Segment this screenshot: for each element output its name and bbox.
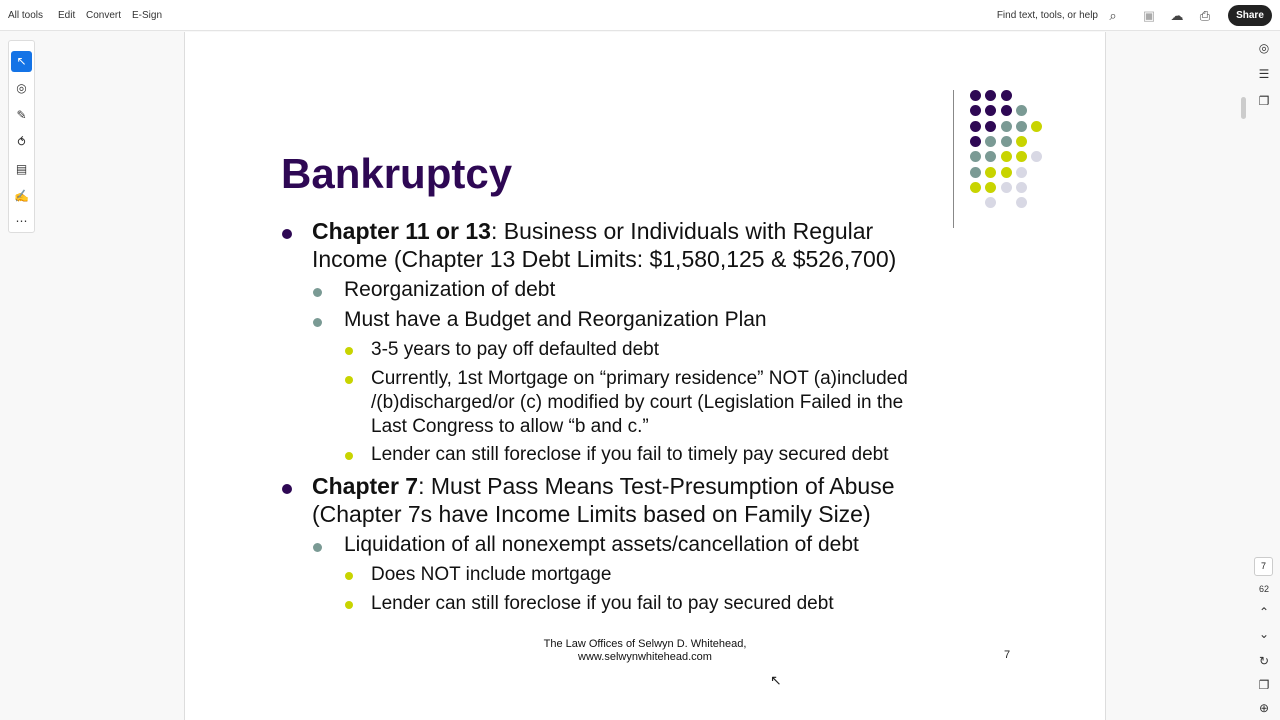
- decorative-dot: [985, 121, 996, 132]
- decorative-dot: [985, 167, 996, 178]
- decorative-dot: [1016, 182, 1027, 193]
- chapter-7-line2: (Chapter 7s have Income Limits based on Family Size): [312, 501, 871, 527]
- chapter-11-text: : Business or Individuals with Regular: [490, 218, 874, 244]
- bullet-icon: [313, 318, 322, 327]
- list-item-cont: Last Congress to allow “b and c.”: [371, 416, 649, 437]
- chapter-11-heading: Chapter 11 or 13: [312, 218, 491, 244]
- chapter-7-heading: Chapter 7: [312, 473, 419, 499]
- decorative-dot: [1031, 121, 1042, 132]
- list-item: Lender can still foreclose if you fail to timely pay secured debt: [371, 444, 889, 465]
- select-icon[interactable]: ↖: [11, 51, 32, 72]
- list-item: Does NOT include mortgage: [371, 564, 612, 585]
- decorative-dot: [1001, 105, 1012, 116]
- quick-tools-panel: [8, 40, 35, 233]
- top-toolbar: [0, 0, 1280, 31]
- bullet-icon: [345, 572, 353, 580]
- decorative-dot: [1016, 105, 1027, 116]
- sign-icon[interactable]: ✍: [14, 189, 29, 203]
- comments-icon[interactable]: ◎: [1258, 41, 1270, 55]
- decorative-dot: [985, 90, 996, 101]
- menu-esign[interactable]: E-Sign: [132, 10, 163, 21]
- list-item-cont: /(b)discharged/or (c) modified by court (Legislation Failed in the: [371, 392, 904, 413]
- decorative-dot: [1016, 197, 1027, 208]
- slide-title: Bankruptcy: [281, 150, 513, 197]
- menu-convert[interactable]: Convert: [86, 10, 122, 21]
- bullet-icon: [345, 347, 353, 355]
- decorative-dot: [970, 136, 981, 147]
- decorative-dot: [985, 151, 996, 162]
- comment-icon[interactable]: ◎: [16, 81, 27, 95]
- decorative-dot: [985, 182, 996, 193]
- bullet-icon: [345, 452, 353, 460]
- pages-icon[interactable]: ❐: [1258, 94, 1270, 108]
- share-button[interactable]: Share: [1228, 5, 1272, 26]
- decorative-dot: [985, 105, 996, 116]
- menu-all-tools[interactable]: All tools: [8, 10, 44, 21]
- decorative-dot: [970, 182, 981, 193]
- list-item: Reorganization of debt: [344, 278, 556, 301]
- pdf-page: [184, 32, 1106, 720]
- more-icon[interactable]: ⋯: [15, 214, 28, 228]
- lasso-icon[interactable]: ⥀: [17, 135, 26, 149]
- zoom-icon[interactable]: ⊕: [1258, 701, 1270, 715]
- bullet-icon: [282, 229, 292, 239]
- bookmarks-icon[interactable]: ☰: [1258, 67, 1270, 81]
- current-page-input[interactable]: 7: [1254, 557, 1273, 576]
- save-icon[interactable]: ▣: [1142, 8, 1156, 23]
- scrollbar[interactable]: [1241, 97, 1246, 119]
- bullet-icon: [313, 543, 322, 552]
- list-item: Lender can still foreclose if you fail to pay secured debt: [371, 593, 834, 614]
- next-page-icon[interactable]: ⌄: [1258, 627, 1270, 641]
- decorative-dot: [970, 105, 981, 116]
- decorative-dot: [1016, 136, 1027, 147]
- bullet-icon: [345, 376, 353, 384]
- decorative-dot: [1001, 151, 1012, 162]
- decorative-dot: [970, 167, 981, 178]
- slide-footer: [485, 638, 805, 664]
- decorative-dot: [1016, 151, 1027, 162]
- decorative-dot: [970, 151, 981, 162]
- text-recognition-icon[interactable]: ▤: [15, 162, 28, 176]
- chapter-11-line2: Income (Chapter 13 Debt Limits: $1,580,125 & $526,700): [312, 246, 897, 272]
- decorative-dot: [1001, 121, 1012, 132]
- decorative-dot: [1001, 90, 1012, 101]
- rotate-icon[interactable]: ↻: [1258, 654, 1270, 668]
- chapter-7-text: : Must Pass Means Test-Presumption of Abuse: [418, 473, 895, 499]
- decorative-dot: [1001, 167, 1012, 178]
- decorative-dot: [1031, 151, 1042, 162]
- footer-firm: The Law Offices of Selwyn D. Whitehead,: [543, 638, 747, 650]
- upload-cloud-icon[interactable]: ☁: [1170, 8, 1184, 23]
- bullet-icon: [313, 288, 322, 297]
- decorative-dot: [1016, 121, 1027, 132]
- menu-edit[interactable]: Edit: [58, 10, 76, 21]
- decorative-dot: [1001, 136, 1012, 147]
- decorative-dot: [970, 90, 981, 101]
- find-input[interactable]: Find text, tools, or help: [996, 10, 1098, 21]
- fit-page-icon[interactable]: ❐: [1258, 678, 1270, 692]
- footer-url: www.selwynwhitehead.com: [578, 651, 712, 663]
- decorative-dot: [985, 136, 996, 147]
- list-item: 3-5 years to pay off defaulted debt: [371, 339, 660, 360]
- divider: [953, 90, 954, 228]
- pen-icon[interactable]: ✎: [16, 108, 27, 122]
- mouse-cursor-icon: ↖: [770, 672, 782, 688]
- bullet-icon: [282, 484, 292, 494]
- list-item: Liquidation of all nonexempt assets/cancellation of debt: [344, 533, 859, 556]
- previous-page-icon[interactable]: ⌃: [1258, 605, 1270, 619]
- search-icon[interactable]: ⌕: [1109, 8, 1117, 23]
- bullet-icon: [345, 601, 353, 609]
- chapter-7-line: [312, 473, 895, 499]
- chapter-11-line: [312, 218, 873, 244]
- list-item: Must have a Budget and Reorganization Plan: [344, 308, 767, 331]
- list-item: Currently, 1st Mortgage on “primary residence” NOT (a)included: [371, 368, 908, 389]
- decorative-dot: [985, 197, 996, 208]
- decorative-dot: [1001, 182, 1012, 193]
- decorative-dot: [1016, 167, 1027, 178]
- total-pages: 62: [1258, 584, 1269, 594]
- decorative-dot: [970, 121, 981, 132]
- slide-page-number: 7: [1004, 649, 1011, 661]
- print-icon[interactable]: ⎙: [1199, 8, 1211, 23]
